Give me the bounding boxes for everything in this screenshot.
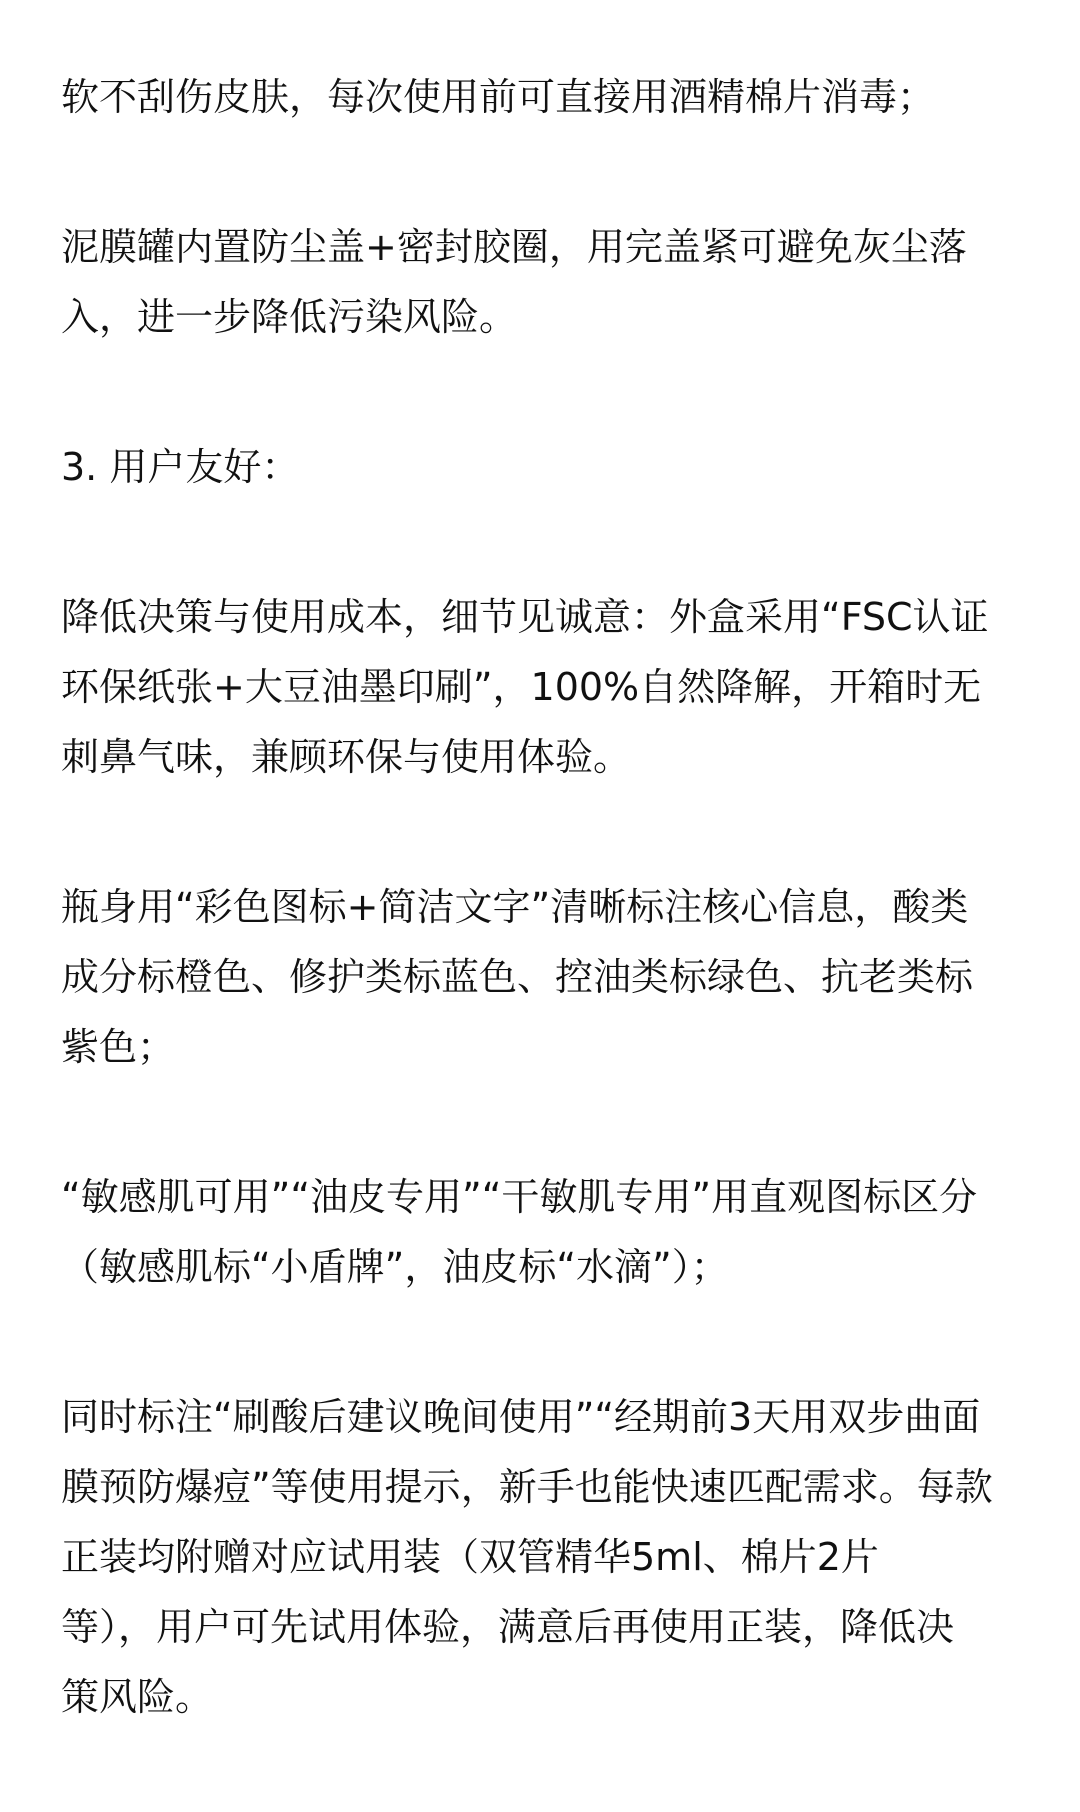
text-line: 3. 用户友好：	[61, 445, 300, 489]
text-line: 刺鼻气味，兼顾环保与使用体验。	[61, 735, 632, 779]
text-line: 同时标注“刷酸后建议晚间使用”“经期前3天用双步曲面	[61, 1395, 981, 1439]
text-line: 环保纸张+大豆油墨印刷”，100%自然降解，开箱时无	[61, 665, 982, 709]
text-line: 膜预防爆痘”等使用提示，新手也能快速匹配需求。每款	[61, 1465, 993, 1509]
article-body	[61, 62, 1041, 1812]
text-line: 入，进一步降低污染风险。	[61, 295, 518, 339]
section-heading-user-friendly	[61, 432, 1041, 502]
paragraph-disinfection	[61, 62, 1041, 132]
paragraph-dust-cover	[61, 212, 1041, 352]
text-line: 等），用户可先试用体验，满意后再使用正装，降低决	[61, 1605, 955, 1649]
text-line: 正装均附赠对应试用装（双管精华5ml、棉片2片	[61, 1535, 879, 1579]
paragraph-packaging	[61, 582, 1041, 792]
text-line: 瓶身用“彩色图标+简洁文字”清晰标注核心信息，酸类	[61, 885, 969, 929]
text-line: “敏感肌可用”“油皮专用”“干敏肌专用”用直观图标区分	[61, 1175, 978, 1219]
paragraph-color-labels	[61, 872, 1041, 1082]
text-line: 软不刮伤皮肤，每次使用前可直接用酒精棉片消毒；	[61, 75, 936, 119]
text-line: 泥膜罐内置防尘盖+密封胶圈，用完盖紧可避免灰尘落	[61, 225, 967, 269]
paragraph-skin-type-icons	[61, 1162, 1041, 1302]
text-line: 降低决策与使用成本，细节见诚意：外盒采用“FSC认证	[61, 595, 989, 639]
text-line: （敏感肌标“小盾牌”，油皮标“水滴”）；	[61, 1245, 729, 1289]
text-line: 策风险。	[61, 1675, 214, 1719]
text-line: 紫色；	[61, 1025, 176, 1069]
text-line: 成分标橙色、修护类标蓝色、控油类标绿色、抗老类标	[61, 955, 974, 999]
paragraph-usage-tips	[61, 1382, 1041, 1732]
